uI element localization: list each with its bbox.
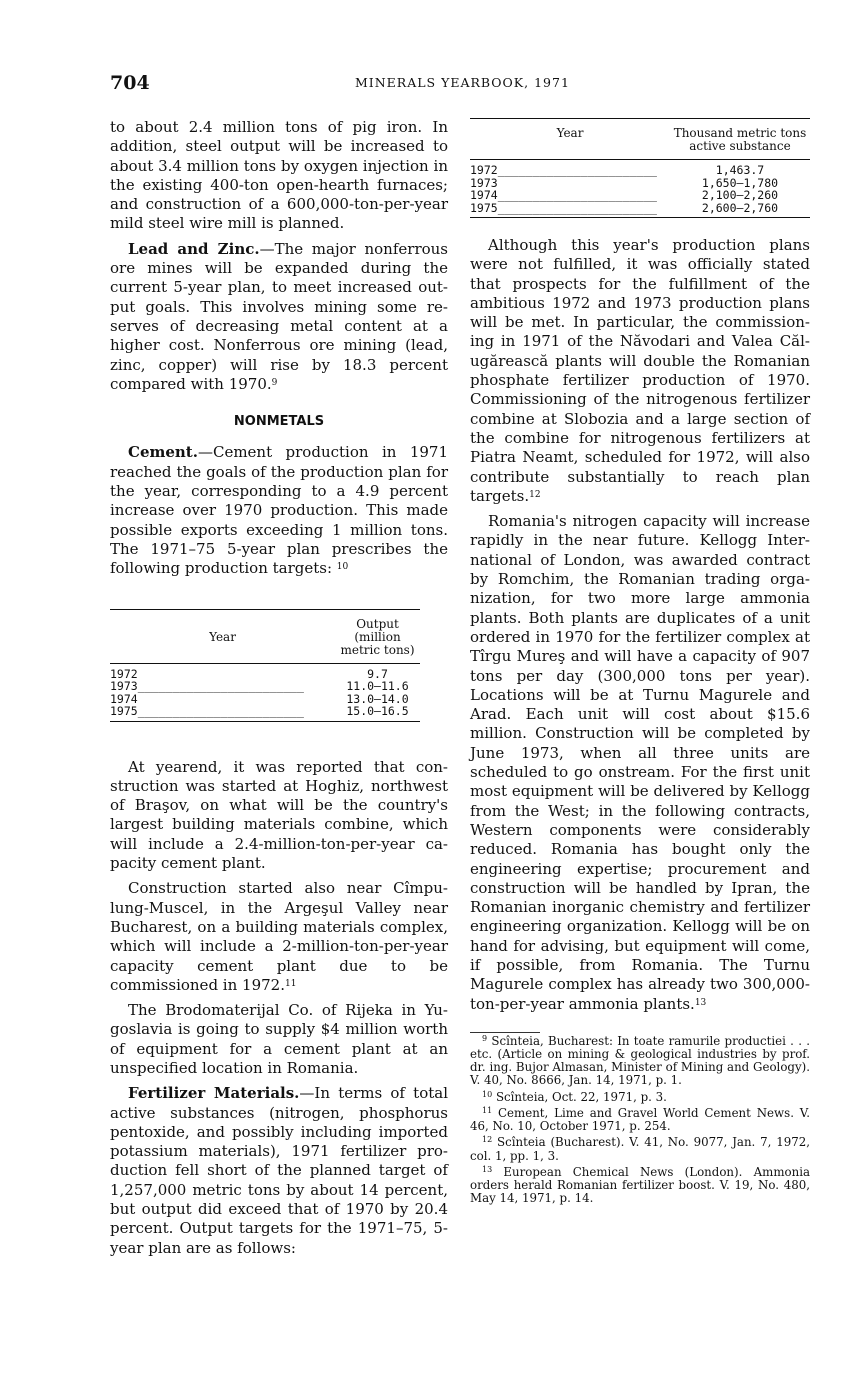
cement-targets-table bbox=[110, 609, 420, 722]
table-header-year: Year bbox=[470, 119, 670, 160]
table-header-output: Output (million metric tons) bbox=[335, 609, 420, 663]
table-row: 1974________________________ 13.0–14.0 bbox=[110, 691, 409, 706]
page-number: 704 bbox=[110, 72, 150, 94]
footnote-ref: 12 bbox=[529, 489, 541, 500]
footnote-ref: 9 bbox=[271, 377, 278, 388]
footnotes bbox=[470, 1035, 810, 1205]
footnote: $^{10}$ Scînteia, Oct. 22, 1971, p. 3. bbox=[482, 1089, 667, 1104]
paragraph: The Brodomaterijal Co. of Rijeka in Yugoslavia is going to supply $4 million worth of equipment for a cement plant at an unspecified location in Romania. bbox=[110, 1001, 448, 1077]
run-in-heading: Fertilizer Materials. bbox=[128, 1084, 300, 1103]
fertilizer-targets-table bbox=[470, 118, 810, 218]
paragraph: Lead and Zinc.—The major nonferrous ore mines will be expanded during the current 5-year plan, to meet increased output goals. This involves mining some reserves of decreasing metal content at a higher cost. Nonferrous ore mining (lead, zinc, copper) will rise by 18.3 percent compared with 1970.$^9$ bbox=[110, 239, 448, 393]
paragraph: Romania's nitrogen capacity will increase rapidly in the near future. Kellogg International of London, was awarded contract by Romchim, the Romanian trading organization, for two more large ammonia plants. Both plants are duplicates of a unit ordered in 1970 for the fertilizer complex at Tîrgu Mureş and will have a capacity of 907 tons per day (300,000 tons per year). Locations will be at Turnu Magurele and Arad. Each unit will cost about $15.6 million. Construction will be completed by June 1973, when all three units are scheduled to go onstream. For the first unit most equipment will be delivered by Kellogg from the West; in the following contracts, Western components were considerably reduced. Romania has bought only the engineering expertise; procurement and construction will be handled by Ipran, the Romanian inorganic chemistry and fertilizer engineering organization. Kellogg will be on hand for advising, but equipment will come, if possible, from Romania. The Turnu Magurele complex has already two 300,000-ton-per-year ammonia plants.$^{13}$ bbox=[470, 512, 810, 1013]
table-row: 1975_______________________ 2,600–2,760 bbox=[470, 202, 810, 218]
paragraph: to about 2.4 million tons of pig iron. In addition, steel output will be increased to about 3.4 million tons by oxygen injection in the existing 400-ton open-hearth furnaces; and construction of a 600,000-ton-per-year mild steel wire mill is planned. bbox=[110, 118, 448, 233]
footnote-ref: 11 bbox=[284, 978, 297, 989]
table-row: 1974_______________________ 2,100–2,260 bbox=[470, 188, 779, 202]
table-row: 1973________________________ 11.0–11.6 bbox=[110, 679, 409, 694]
paragraph: Fertilizer Materials.—In terms of total active substances (nitrogen, phosphorus pentoxide, and possibly including imported potassium materials), 1971 fertilizer production fell short of the planned target of 1,257,000 metric tons by about 14 percent, but output did exceed that of 1970 by 20.4 percent. Output targets for the 1971–75, 5-year plan are as follows: bbox=[110, 1084, 449, 1257]
table-row: 1972_______________________ 1,463.7 bbox=[470, 163, 765, 177]
left-column bbox=[110, 118, 448, 1264]
table-header-output: Thousand metric tons active substance bbox=[670, 119, 810, 160]
run-in-heading: Cement. bbox=[128, 443, 198, 462]
table-row: 1972________________________ 9.7 bbox=[110, 666, 388, 681]
footnote-ref: 13 bbox=[694, 997, 707, 1008]
paragraph: At yearend, it was reported that construction was started at Hoghiz, northwest of Braşov, on what will be the country's largest building materials combine, which will include a 2.4-million-ton-per-year capacity cement plant. bbox=[110, 757, 448, 873]
paragraph: Although this year's production plans were not fulfilled, it was officially stated that prospects for the fulfillment of the ambitious 1972 and 1973 production plans will be met. In particular, the commissioning in 1971 of the Năvodari and Valea Călugărească plants will double the Romanian phosphate fertilizer production of 1970. Commissioning of the nitrogenous fertilizer combine at Slobozia and a large section of the combine for nitrogenous fertilizers at Piatra Neamt, scheduled for 1972, will also contribute substantially to reach plan targets.$^{12}$ bbox=[470, 236, 810, 505]
footnote: $^{11}$ Cement, Lime and Gravel World Cement News. V. 46, No. 10, October 1971, p. 254. bbox=[470, 1105, 810, 1134]
right-column bbox=[470, 118, 810, 1208]
running-title: MINERALS YEARBOOK, 1971 bbox=[355, 75, 570, 90]
run-in-heading: Lead and Zinc. bbox=[128, 239, 260, 258]
table-row: 1973_______________________ 1,650–1,780 bbox=[470, 175, 779, 190]
paragraph: Construction started also near Cîmpulung-Muscel, in the Argeşul Valley near Bucharest, on a building materials complex, which will include a 2-million-ton-per-year capacity cement plant due to be commissioned in 1972.11 bbox=[110, 879, 448, 994]
paragraph: Cement.—Cement production in 1971 reached the goals of the production plan for the year, corresponding to a 4.9 percent increase over 1970 production. This made possible exports exceeding 1 million tons. The 1971–75 5-year plan prescribes the following production targets: $^{10}$ bbox=[110, 443, 448, 578]
section-heading: NONMETALS bbox=[233, 414, 325, 430]
table-header-year: Year bbox=[110, 609, 335, 663]
footnote-rule bbox=[470, 1032, 540, 1033]
footnote-ref: 10 bbox=[336, 562, 349, 573]
footnote: $^{13}$ European Chemical News (London). Ammonia orders herald Romanian fertilizer boost. V. 19, No. 480, May 14, 1971, p. 14. bbox=[470, 1164, 811, 1206]
footnote: $^{12}$ Scînteia (Bucharest). V. 41, No. 9077, Jan. 7, 1972, col. 1, pp. 1, 3. bbox=[470, 1135, 811, 1163]
table-row: 1975________________________ 15.0–16.5 bbox=[110, 705, 420, 721]
page-header bbox=[110, 72, 810, 96]
footnote: $^9$ Scînteia, Bucharest: In toate ramurile productiei . . . etc. (Article on mining & geological industries by prof. dr. ing. Bujor Almasan, Minister of Mining and Geology). V. 40, No. 8666, Jan. 14, 1971, p. 1. bbox=[470, 1033, 811, 1088]
